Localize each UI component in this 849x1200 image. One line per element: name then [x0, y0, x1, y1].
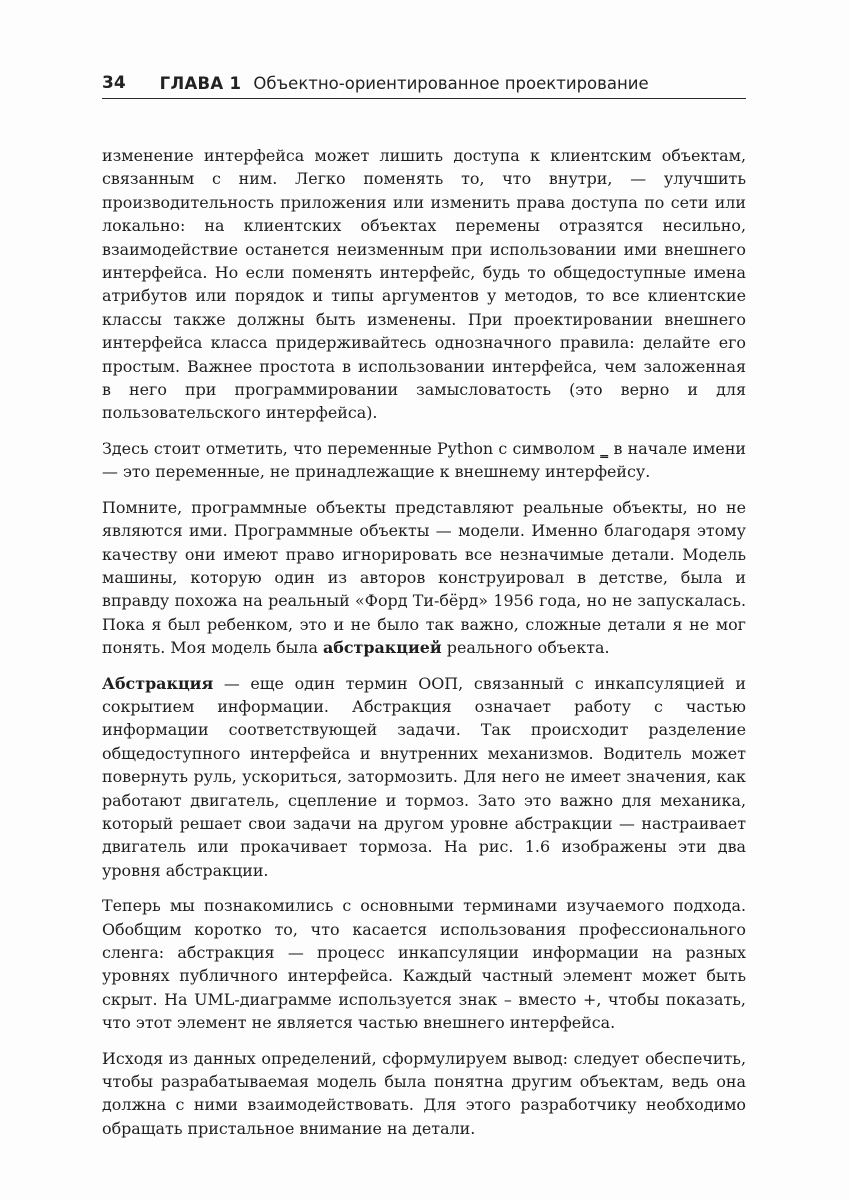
- paragraph-3-before: Помните, программные объекты представляют реальные объекты, но не являются ими. Программные объекты — модели. Именно благодаря этому качеству они имеют право игнорировать все незначимые детали. Модель машины, которую один из авторов конструировал в детстве, была и вправду похожа на реальный «Форд Ти-бёрд» 1956 года, но не запускалась. Пока я был ребенком, это и не было так важно, сложные детали я не мог понять. Моя модель была: [102, 497, 746, 658]
- paragraph-4: [102, 672, 746, 883]
- term-abstraction-inline: абстракцией: [322, 638, 442, 658]
- paragraph-5: [102, 894, 746, 1034]
- paragraph-2-before: Здесь стоит отметить, что переменные Python с символом: [102, 438, 601, 458]
- page-number: 34: [102, 73, 126, 93]
- chapter-title: Объектно-ориентированное проектирование: [253, 73, 649, 93]
- paragraph-1-text: изменение интерфейса может лишить доступа к клиентским объектам, связанным с ним. Легко поменять то, что внутри, — улучшить производительность приложения или изменить права доступа по сети или локально: на клиентских объектах перемены отразятся несильно, взаимодействие останется неизменным при использовании ими внешнего интерфейса. Но если поменять интерфейс, будь то общедоступные имена атрибутов или порядок и типы аргументов у методов, то все клиентские классы также должны быть изменены. При проектировании внешнего интерфейса класса придерживайтесь однозначного правила: делайте его простым. Важнее простота в использовании интерфейса, чем заложенная в него при программировании замысловатость (это верно и для пользовательского интерфейса).: [102, 146, 746, 423]
- chapter-label: ГЛАВА 1: [159, 73, 242, 93]
- paragraph-1: [102, 144, 746, 425]
- underscore-symbol: _: [600, 438, 609, 458]
- paragraph-6: [102, 1047, 746, 1141]
- paragraph-2: [102, 437, 746, 484]
- term-abstraction: Абстракция: [102, 673, 214, 693]
- paragraph-2-after: в начале имени — это переменные, не принадлежащие к внешнему интерфейсу.: [102, 438, 746, 482]
- paragraph-3: [102, 496, 746, 660]
- paragraph-4-after: — еще один термин ООП, связанный с инкапсуляцией и сокрытием информации. Абстракция означает работу с частью информации соответствующей задачи. Так происходит разделение общедоступного интерфейса и внутренних механизмов. Водитель может повернуть руль, ускориться, затормозить. Для него не имеет значения, как работают двигатель, сцепление и тормоз. Зато это важно для механика, который решает свои задачи на другом уровне абстракции — настраивает двигатель или прокачивает тормоза. На рис. 1.6 изображены эти два уровня абстракции.: [102, 673, 746, 880]
- paragraph-3-after: реального объекта.: [441, 638, 610, 658]
- paragraph-6-text: Исходя из данных определений, сформулируем вывод: следует обеспечить, чтобы разрабатываемая модель была понятна другим объектам, ведь она должна с ними взаимодействовать. Для этого разработчику необходимо обращать пристальное внимание на детали.: [102, 1048, 746, 1138]
- paragraph-5-text: Теперь мы познакомились с основными терминами изучаемого подхода. Обобщим коротко то, что касается использования профессионального сленга: абстракция — процесс инкапсуляции информации на разных уровнях публичного интерфейса. Каждый частный элемент может быть скрыт. На UML-диаграмме используется знак – вместо +, чтобы показать, что этот элемент не является частью внешнего интерфейса.: [102, 896, 746, 1033]
- body-text: [102, 144, 746, 1152]
- running-header: [102, 68, 746, 99]
